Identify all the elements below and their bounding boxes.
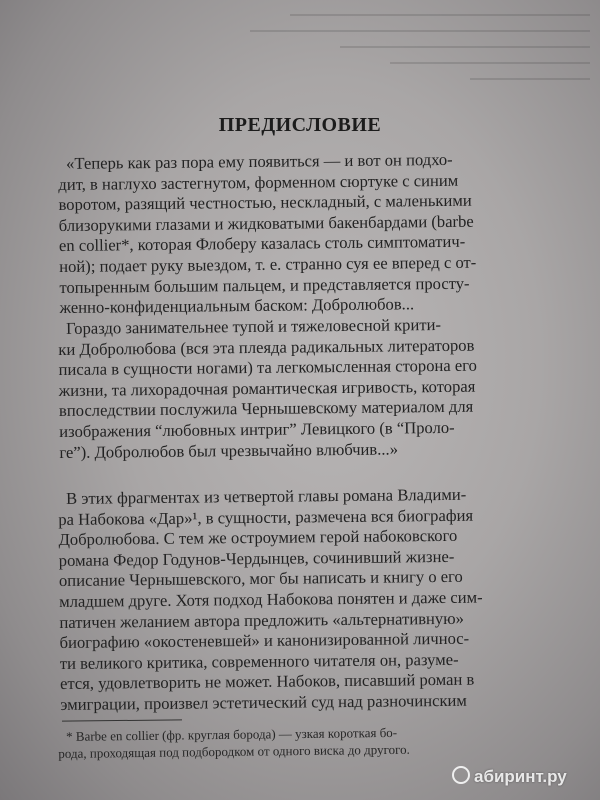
text-line: патичен желанием автора предложить «альтернативную» [59, 608, 464, 632]
text-line: топыренным большим пальцем, и представляется просту- [59, 273, 470, 297]
text-line: близорукими глазами и жидковатыми бакенбардами (barbe [58, 211, 474, 235]
text-line: женно-конфиденциальным баском: Добролюбов... [59, 294, 415, 318]
text-line: Добролюбова. С тем же остроумием герой набоковского [58, 526, 458, 550]
labirint-logo-icon [452, 766, 470, 784]
text-line: изображения “любовных интриг” Левицкого (в “Проло- [59, 417, 455, 441]
quote-paragraph-1 [58, 149, 552, 319]
text-line: ти великого критика, современного читателя он, разуме- [59, 649, 459, 673]
bleed-through-text [230, 0, 600, 100]
quote-paragraph-2 [58, 314, 551, 463]
text-line: воротом, разящий честностью, нескладный, с маленькими [58, 190, 472, 215]
text-line: Гораздо занимательнее тупой и тяжеловесной крити- [65, 314, 442, 338]
text-line: В этих фрагментах из четвертой главы романа Владими- [65, 484, 467, 508]
watermark [452, 766, 567, 787]
body-paragraph [58, 484, 552, 716]
text-line: en collier*, которая Флоберу казалась столь симптоматич- [58, 232, 466, 256]
text-line: впоследствии послужила Чернышевскому материалом для [58, 397, 474, 421]
text-line: ра Набокова «Дар»¹, в сущности, размечена вся биография [58, 505, 474, 529]
text-line: эмиграции, произвел эстетический суд над разночинским [60, 690, 467, 714]
text-line: романа Федор Годунов-Чердынцев, сочинивший жизне- [58, 546, 455, 570]
page-title: ПРЕДИСЛОВИЕ [218, 114, 382, 136]
text-line: биографию «окостеневшей» и канонизированной личнос- [59, 628, 470, 653]
footnote-divider [62, 719, 182, 721]
footnote-line: рода, проходящая под подбородком от одного виска до другого. [58, 741, 410, 761]
text-line: ки Добролюбова (вся эта плеяда радикальных литераторов [58, 335, 475, 359]
text-line: описание Чернышевского, мог бы написать и книгу о его [58, 567, 463, 591]
text-line: дит, в наглухо застегнутом, форменном сюртуке с синим [58, 170, 459, 194]
text-line: жизни, та лихорадочная романтическая игривость, которая [58, 376, 476, 400]
text-line: «Теперь как раз пора ему появиться — и вот он подхо- [65, 149, 453, 173]
text-line: ется, удовлетворить не может. Набоков, писавший роман в [59, 669, 475, 694]
text-line: писала в сущности ногами) та легкомысленная сторона его [58, 355, 478, 380]
watermark-text: абиринт.ру [474, 767, 567, 786]
text-line: младшем друге. Хотя подход Набокова понятен и даже сим- [59, 587, 483, 611]
footnote [58, 722, 558, 762]
footnote-line: * Barbe en collier (фр. круглая борода) — узкая короткая бо- [66, 724, 398, 744]
text-line: ной); подает руку выездом, т. е. странно суя ее вперед с от- [59, 252, 477, 276]
text-line: ге”). Добролюбов был чрезвычайно влюбчив...» [59, 439, 399, 462]
